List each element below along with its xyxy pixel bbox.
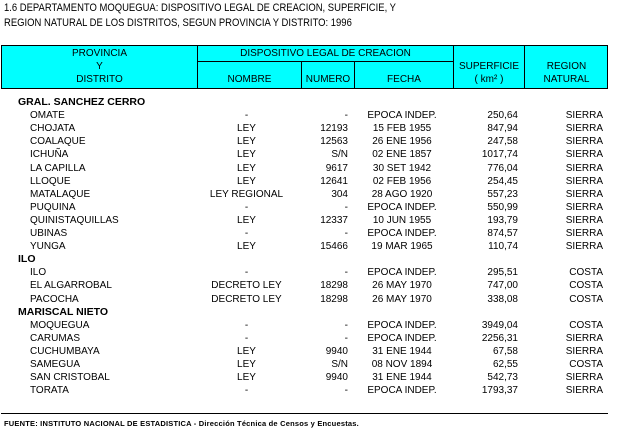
fecha-cell: EPOCA INDEP. [367, 385, 437, 397]
superficie-cell: 247,58 [487, 136, 518, 148]
col-provincia-line3: DISTRITO [76, 74, 123, 85]
district-name: PACOCHA [30, 293, 79, 305]
region-cell: COSTA [569, 319, 603, 331]
title-line-2: REGION NATURAL DE LOS DISTRITOS, SEGUN PROVINCIA Y DISTRITO: 1996 [4, 17, 352, 29]
numero-cell: 18298 [320, 280, 348, 292]
superficie-cell: 250,64 [487, 110, 518, 122]
fecha-cell: 08 NOV 1894 [371, 359, 433, 370]
province-row [0, 306, 624, 319]
nombre-cell: LEY [237, 175, 256, 187]
region-cell: SIERRA [565, 345, 603, 357]
col-dispositivo-group: DISPOSITIVO LEGAL DE CREACION [240, 48, 411, 59]
region-cell: SIERRA [565, 201, 603, 213]
col-region-line1: REGION [546, 61, 587, 72]
district-name: ICHUÑA [30, 149, 69, 161]
numero-cell: S/N [331, 359, 348, 370]
fecha-cell: 30 SET 1942 [372, 162, 432, 174]
table-row [0, 240, 624, 253]
region-cell: COSTA [569, 280, 603, 292]
district-name: SAN CRISTOBAL [30, 372, 110, 384]
table-row [0, 345, 624, 358]
table-row [0, 109, 624, 122]
numero-cell: 12193 [320, 123, 348, 135]
superficie-cell: 193,79 [487, 214, 518, 226]
district-name: LA CAPILLA [30, 162, 86, 174]
numero-cell: 9940 [325, 372, 348, 384]
region-cell: SIERRA [565, 123, 603, 135]
table-row [0, 227, 624, 240]
region-cell: SIERRA [565, 241, 603, 253]
fecha-cell: 02 ENE 1857 [372, 149, 432, 161]
district-name: SAMEGUA [30, 359, 81, 370]
numero-cell: 12563 [320, 136, 348, 148]
district-name: MOQUEGUA [30, 319, 90, 331]
region-cell: SIERRA [565, 385, 603, 397]
superficie-cell: 776,04 [487, 162, 518, 174]
nombre-cell: - [244, 332, 249, 344]
fecha-cell: 15 FEB 1955 [372, 123, 432, 135]
region-cell: SIERRA [565, 228, 603, 239]
district-name: CUCHUMBAYA [30, 345, 100, 357]
numero-cell: 15466 [320, 241, 348, 253]
district-name: EL ALGARROBAL [30, 280, 112, 292]
table-row [0, 162, 624, 175]
table-row [0, 135, 624, 148]
region-cell: SIERRA [565, 188, 603, 200]
region-cell: COSTA [569, 267, 603, 279]
region-cell: SIERRA [565, 162, 603, 174]
fecha-cell: 31 ENE 1944 [372, 345, 432, 357]
region-cell: SIERRA [565, 175, 603, 187]
table-row [0, 371, 624, 384]
nombre-cell: LEY [237, 149, 256, 161]
superficie-cell: 62,55 [492, 359, 518, 370]
superficie-cell: 847,94 [487, 123, 518, 135]
fecha-cell: 26 MAY 1970 [372, 293, 432, 305]
nombre-cell: LEY REGIONAL [209, 188, 284, 200]
nombre-cell: LEY [237, 162, 256, 174]
nombre-cell: LEY [237, 359, 256, 370]
numero-cell: - [344, 385, 348, 397]
nombre-cell: - [244, 110, 249, 122]
col-provincia-line1: PROVINCIA [71, 48, 127, 59]
table-row [0, 332, 624, 345]
document-title [4, 1, 396, 31]
table-row [0, 319, 624, 332]
col-superficie-line2: ( km² ) [474, 74, 504, 85]
region-cell: SIERRA [565, 110, 603, 122]
fecha-cell: EPOCA INDEP. [367, 228, 437, 239]
table-row [0, 148, 624, 161]
numero-cell: - [344, 332, 348, 344]
nombre-cell: - [244, 385, 249, 397]
district-name: ILO [30, 267, 47, 279]
district-name: OMATE [30, 110, 65, 122]
table-row [0, 175, 624, 188]
nombre-cell: LEY [237, 214, 256, 226]
superficie-cell: 110,74 [488, 241, 518, 253]
nombre-cell: LEY [237, 372, 256, 384]
superficie-cell: 295,51 [487, 267, 518, 279]
superficie-cell: 557,23 [487, 188, 518, 200]
numero-cell: - [344, 228, 348, 239]
region-cell: COSTA [569, 359, 603, 370]
title-line-1: 1.6 DEPARTAMENTO MOQUEGUA: DISPOSITIVO LEGAL DE CREACION, SUPERFICIE, Y [4, 2, 396, 14]
numero-cell: 12337 [320, 214, 348, 226]
district-name: QUINISTAQUILLAS [30, 214, 119, 226]
numero-cell: - [344, 201, 348, 213]
table-row [0, 384, 624, 397]
numero-cell: - [344, 319, 348, 331]
district-name: LLOQUE [30, 175, 71, 187]
col-provincia-line2: Y [96, 61, 103, 72]
superficie-cell: 747,00 [487, 280, 518, 292]
superficie-cell: 1017,74 [481, 149, 518, 161]
numero-cell: S/N [331, 149, 348, 161]
nombre-cell: LEY [237, 241, 256, 253]
nombre-cell: DECRETO LEY [211, 280, 282, 292]
province-name: MARISCAL NIETO [18, 305, 109, 318]
numero-cell: 18298 [320, 293, 348, 305]
nombre-cell: - [244, 319, 249, 331]
region-cell: SIERRA [565, 214, 603, 226]
col-region-line2: NATURAL [543, 74, 590, 85]
fecha-cell: 19 MAR 1965 [371, 241, 433, 253]
header-divider [197, 61, 454, 62]
fecha-cell: 28 AGO 1920 [371, 188, 433, 200]
nombre-cell: LEY [237, 345, 256, 357]
col-nombre: NOMBRE [227, 74, 272, 85]
table-row [0, 201, 624, 214]
source-note: FUENTE: INSTITUTO NACIONAL DE ESTADISTICA - Dirección Técnica de Censos y Encuestas. [4, 419, 359, 428]
fecha-cell: 10 JUN 1955 [372, 214, 432, 226]
fecha-cell: EPOCA INDEP. [367, 267, 437, 279]
table-row [0, 358, 624, 371]
fecha-cell: 26 MAY 1970 [372, 280, 432, 292]
table-row [0, 122, 624, 135]
district-name: PUQUINA [30, 201, 76, 213]
numero-cell: - [344, 110, 348, 122]
superficie-cell: 874,57 [487, 228, 518, 239]
fecha-cell: 26 ENE 1956 [372, 136, 432, 148]
region-cell: SIERRA [565, 149, 603, 161]
superficie-cell: 338,08 [487, 293, 518, 305]
fecha-cell: EPOCA INDEP. [367, 319, 437, 331]
numero-cell: - [344, 267, 348, 279]
table-row [0, 293, 624, 306]
district-name: CARUMAS [30, 332, 81, 344]
nombre-cell: - [244, 228, 249, 239]
province-row [0, 253, 624, 266]
fecha-cell: EPOCA INDEP. [367, 332, 437, 344]
district-name: MATALAQUE [30, 188, 91, 200]
numero-cell: 12641 [320, 175, 348, 187]
province-row [0, 96, 624, 109]
nombre-cell: - [244, 201, 249, 213]
col-superficie-line1: SUPERFICIE [458, 61, 519, 72]
province-name: ILO [18, 253, 36, 266]
nombre-cell: LEY [237, 136, 256, 148]
col-numero: NUMERO [305, 74, 351, 85]
numero-cell: 304 [331, 188, 348, 200]
district-name: TORATA [30, 385, 69, 397]
table-row [0, 266, 624, 279]
numero-cell: 9617 [325, 162, 348, 174]
table-row [0, 214, 624, 227]
region-cell: COSTA [569, 293, 603, 305]
district-name: YUNGA [30, 241, 66, 253]
superficie-cell: 542,73 [487, 372, 518, 384]
fecha-cell: 31 ENE 1944 [372, 372, 432, 384]
numero-cell: 9940 [325, 345, 348, 357]
fecha-cell: EPOCA INDEP. [367, 201, 437, 213]
nombre-cell: DECRETO LEY [211, 293, 282, 305]
district-name: UBINAS [30, 228, 68, 239]
region-cell: SIERRA [565, 136, 603, 148]
region-cell: SIERRA [565, 372, 603, 384]
col-fecha: FECHA [387, 74, 421, 85]
superficie-cell: 254,45 [487, 175, 518, 187]
district-name: COALAQUE [30, 136, 86, 148]
district-name: CHOJATA [30, 123, 76, 135]
footer-divider [1, 413, 608, 414]
superficie-cell: 3949,04 [481, 319, 518, 331]
superficie-cell: 67,58 [492, 345, 518, 357]
superficie-cell: 1793,37 [481, 385, 518, 397]
nombre-cell: LEY [237, 123, 256, 135]
nombre-cell: - [244, 267, 249, 279]
superficie-cell: 550,99 [487, 201, 518, 213]
table-header [1, 45, 608, 89]
table-row [0, 279, 624, 292]
superficie-cell: 2256,31 [481, 332, 518, 344]
region-cell: SIERRA [565, 332, 603, 344]
fecha-cell: EPOCA INDEP. [367, 110, 437, 122]
province-name: GRAL. SANCHEZ CERRO [18, 96, 146, 108]
fecha-cell: 02 FEB 1956 [372, 175, 432, 187]
table-row [0, 188, 624, 201]
